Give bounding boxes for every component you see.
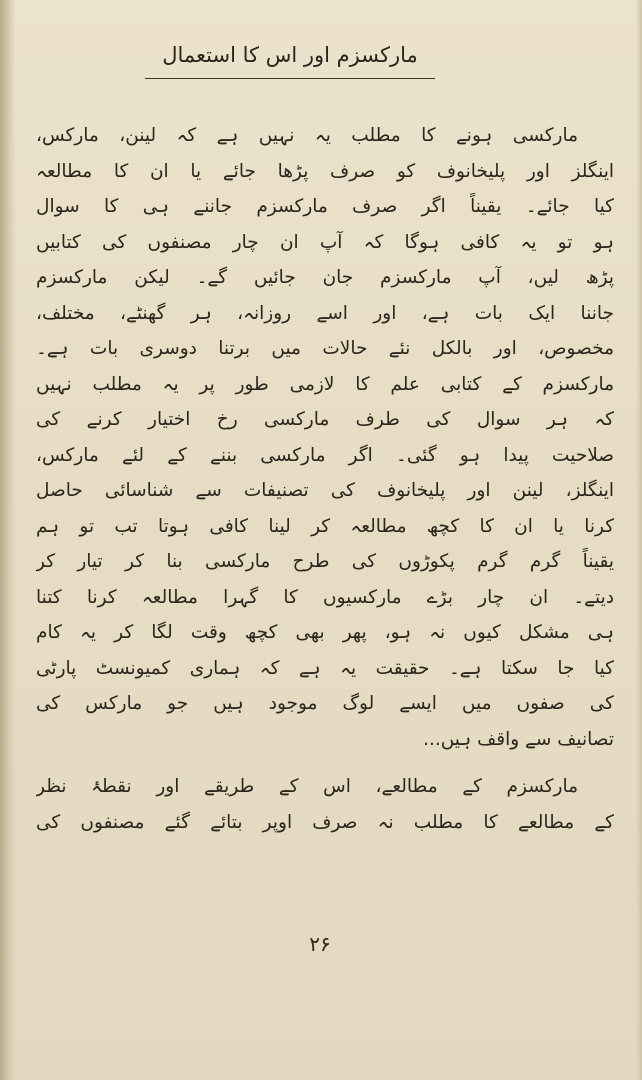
body-text — [36, 118, 614, 840]
text-line: اینگلز، لینن اور پلیخانوف کی تصنیفات سے شناسائی حاصل — [36, 480, 614, 501]
text-line: مارکسی ہونے کا مطلب یہ نہیں ہے کہ لینن، مارکس، — [36, 125, 578, 146]
running-header-title: مارکسزم اور اس کا استعمال — [162, 43, 418, 67]
text-line: مارکسزم کے کتابی علم کا لازمی طور پر یہ مطلب نہیں — [36, 373, 614, 395]
text-line: دیتے۔ ان چار بڑے مارکسیوں کا گہرا مطالعہ کرنا کتنا — [36, 586, 614, 608]
text-line: کی صفوں میں ایسے لوگ موجود ہیں جو مارکس کی — [36, 693, 614, 714]
page-number: ۲۶ — [309, 932, 331, 956]
text-line: مارکسزم کے مطالعے، اس کے طریقے اور نقطۂ نظر — [36, 776, 578, 797]
text-line: یقیناً گرم گرم پکوڑوں کی طرح مارکسی بنا کر تیار کر — [36, 551, 614, 572]
text-line: مخصوص، اور بالکل نئے حالات میں برتنا دوسری بات ہے۔ — [36, 338, 614, 359]
header-rule — [145, 78, 435, 79]
text-line: اینگلز اور پلیخانوف کو صرف پڑھا جائے یا ان کا مطالعہ — [36, 160, 614, 182]
page-edge-shadow — [636, 0, 642, 1080]
text-line: کے مطالعے کا مطلب نہ صرف اوپر بتائے گئے مصنفوں کی — [36, 811, 614, 833]
paragraph-gap — [36, 757, 614, 769]
text-line: صلاحیت پیدا ہو گئی۔ اگر مارکسی بننے کے لئے مارکس، — [36, 444, 614, 466]
text-line: پڑھ لیں، آپ مارکسزم جان جائیں گے۔ لیکن مارکسزم — [36, 267, 614, 288]
text-line: تصانیف سے واقف ہیں... — [423, 728, 614, 750]
text-line: ہی مشکل کیوں نہ ہو، پھر بھی کچھ وقت لگا کر یہ کام — [36, 622, 614, 643]
text-line: کیا جائے۔ یقیناً اگر صرف مارکسزم جاننے ہی کا سوال — [36, 196, 614, 217]
page-binding-shadow — [0, 0, 16, 1080]
text-line: ہو تو یہ کافی ہوگا کہ آپ ان چار مصنفوں کی کتابیں — [36, 231, 614, 253]
text-line: کہ ہر سوال کی طرف مارکسی رخ اختیار کرنے کی — [36, 409, 614, 430]
text-line: کرنا یا ان کا کچھ مطالعہ کر لینا کافی ہوتا تب تو ہم — [36, 515, 614, 537]
text-line: جاننا ایک بات ہے، اور اسے روزانہ، ہر گھنٹے، مختلف، — [36, 302, 614, 324]
text-line: کیا جا سکتا ہے۔ حقیقت یہ ہے کہ ہماری کمیونسٹ پارٹی — [36, 657, 614, 679]
